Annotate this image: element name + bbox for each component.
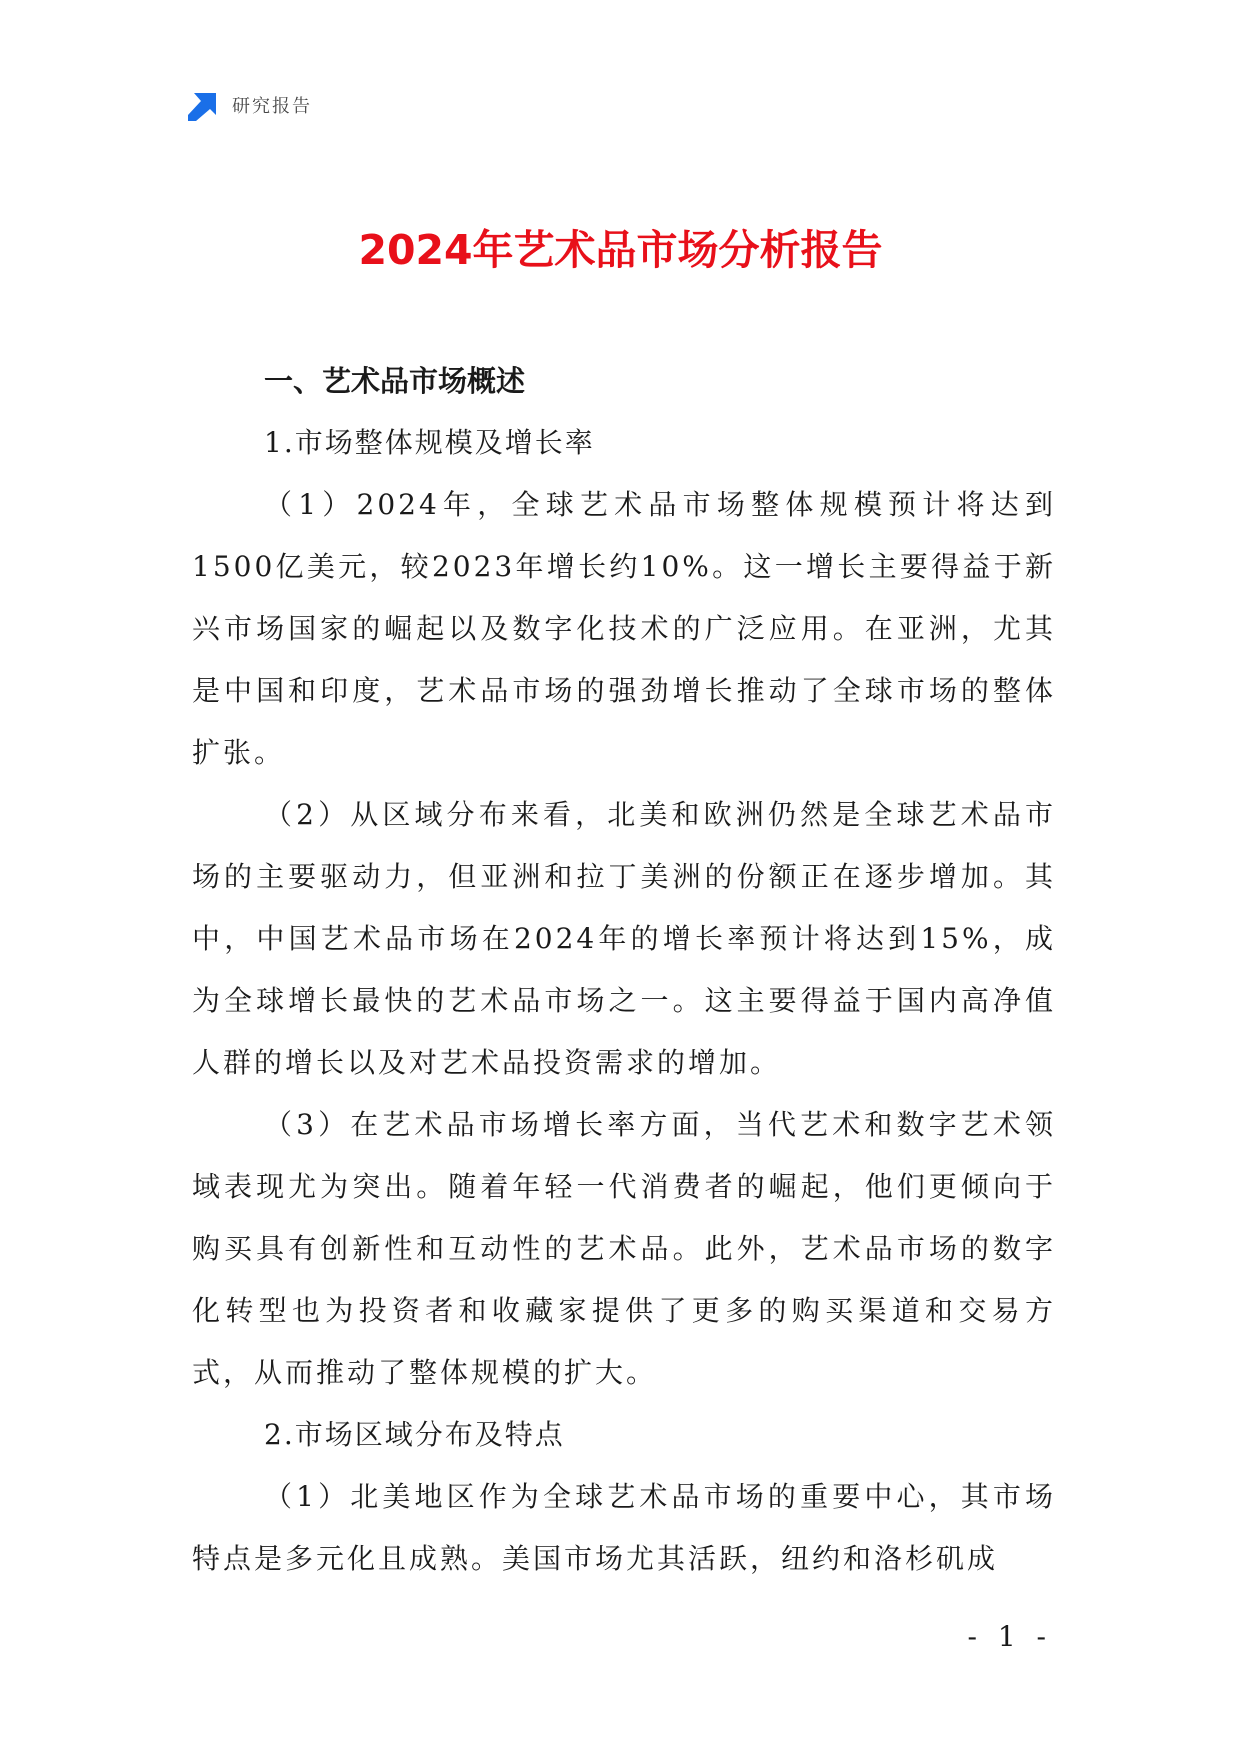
document-body	[192, 350, 1056, 1590]
paragraph: （2）从区域分布来看，北美和欧洲仍然是全球艺术品市场的主要驱动力，但亚洲和拉丁美洲的份额正在逐步增加。其中，中国艺术品市场在2024年的增长率预计将达到15%，成为全球增长最快的艺术品市场之一。这主要得益于国内高净值人群的增长以及对艺术品投资需求的增加。	[192, 798, 1056, 1079]
paragraph: （1）北美地区作为全球艺术品市场的重要中心，其市场特点是多元化且成熟。美国市场尤其活跃，纽约和洛杉矶成	[192, 1480, 1056, 1575]
arrow-up-right-icon	[188, 89, 220, 121]
header-label: 研究报告	[232, 96, 312, 117]
document-title: 2024年艺术品市场分析报告	[358, 226, 883, 274]
paragraph: （3）在艺术品市场增长率方面，当代艺术和数字艺术领域表现尤为突出。随着年轻一代消费者的崛起，他们更倾向于购买具有创新性和互动性的艺术品。此外，艺术品市场的数字化转型也为投资者和收藏家提供了更多的购买渠道和交易方式，从而推动了整体规模的扩大。	[192, 1108, 1056, 1389]
subsection-heading: 2.市场区域分布及特点	[264, 1418, 565, 1451]
paragraph: （1）2024年，全球艺术品市场整体规模预计将达到1500亿美元，较2023年增长约10%。这一增长主要得益于新兴市场国家的崛起以及数字化技术的广泛应用。在亚洲，尤其是中国和印度，艺术品市场的强劲增长推动了全球市场的整体扩张。	[192, 488, 1056, 769]
report-header	[188, 88, 312, 122]
page-number: - 1 -	[967, 1620, 1052, 1653]
subsection-heading: 1.市场整体规模及增长率	[264, 426, 595, 459]
section-heading: 一、艺术品市场概述	[264, 364, 526, 398]
